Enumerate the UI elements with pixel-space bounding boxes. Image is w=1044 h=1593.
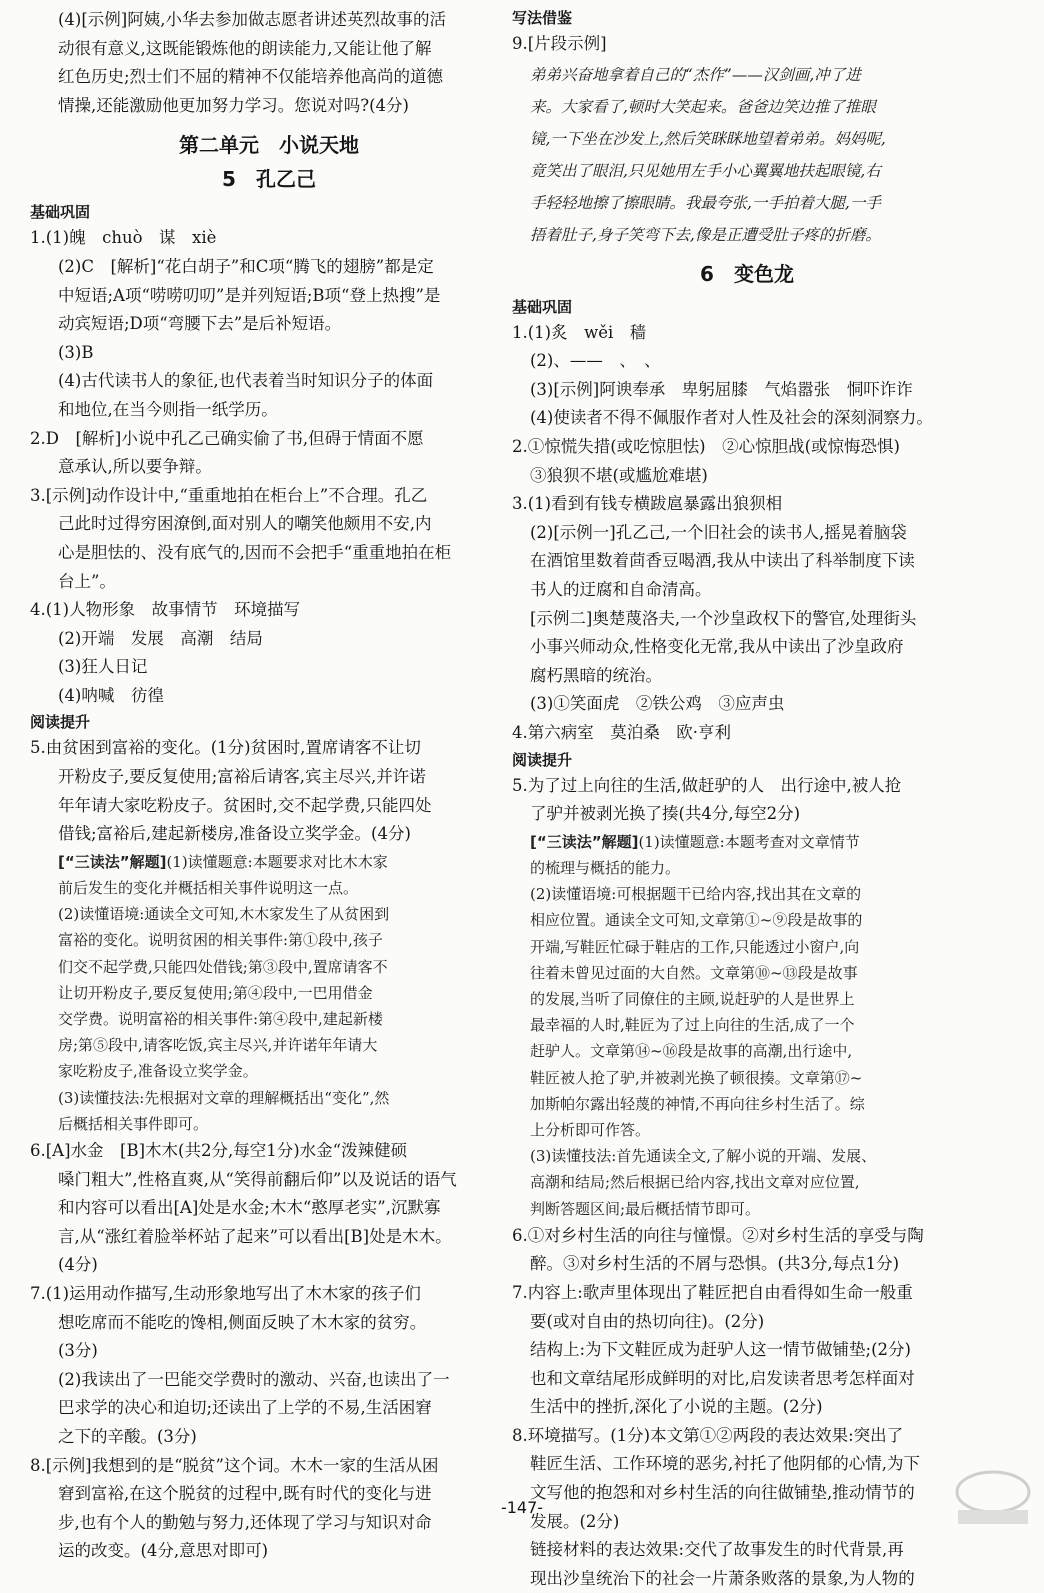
text-line: 5.由贫困到富裕的变化。(1分)贫困时,置席请客不让切 xyxy=(30,738,421,758)
text-line: 7.(1)运用动作描写,生动形象地写出了木木家的孩子们 xyxy=(30,1284,421,1304)
text-line: 嗓门粗大”,性格直爽,从“笑得前翻后仰”以及说话的语气 xyxy=(58,1169,457,1189)
text-line: 前后发生的变化并概括相关事件说明这一点。 xyxy=(58,879,359,898)
text-line: 文写他的抱怨和对乡村生活的向往做铺垫,推动情节的 xyxy=(530,1483,915,1503)
text-line: (2)、—— 、 、 xyxy=(530,351,661,371)
text-line: 己此时过得穷困潦倒,面对别人的嘲笑他颇用不安,内 xyxy=(58,514,432,534)
text-line: 中短语;A项“唠唠叨叨”是并列短语;B项“登上热搜”是 xyxy=(58,285,441,305)
right-column xyxy=(512,6,982,1593)
text-line: 鞋匠被人抢了驴,并被剥光换了顿很揍。文章第⑰~ xyxy=(530,1068,863,1087)
text-line: (3)[示例]阿谀奉承 卑躬屈膝 气焰嚣张 恫吓诈诈 xyxy=(530,379,913,399)
text-line: 8.环境描写。(1分)本文第①②两段的表达效果:突出了 xyxy=(512,1425,904,1445)
section-label-basic: 基础巩固 xyxy=(512,297,573,316)
text-line: 往着未曾见过面的大自然。文章第⑩~⑬段是故事 xyxy=(530,963,858,982)
text-line: 相应位置。通读全文可知,文章第①~⑨段是故事的 xyxy=(530,911,863,930)
text-line: 高潮和结局;然后根据已给内容,找出文章对应位置, xyxy=(530,1173,860,1192)
text-line: 捂着肚子,身子笑弯下去,像是正遭受肚子疼的折磨。 xyxy=(530,225,881,244)
text-line: 腐朽黑暗的统治。 xyxy=(530,665,662,685)
text-line: 和地位,在当今则指一纸学历。 xyxy=(58,399,278,419)
text-line: 后概括相关事件即可。 xyxy=(58,1114,209,1133)
text-line: 弟弟兴奋地拿着自己的“杰作”——汉剑画,冲了进 xyxy=(530,65,861,84)
text-line: 手轻轻地擦了擦眼睛。我最夸张,一手拍着大腿,一手 xyxy=(530,193,881,212)
text-line: (4)呐喊 彷徨 xyxy=(58,685,164,705)
text-line: 在酒馆里数着茴香豆喝酒,我从中读出了科举制度下读 xyxy=(530,551,915,571)
text-line: 了驴并被剥光换了揍(共4分,每空2分) xyxy=(530,804,801,824)
text-line: 要(或对自由的热切向往)。(2分) xyxy=(530,1311,765,1331)
text-line: 心是胆怯的、没有底气的,因而不会把手“重重地拍在柜 xyxy=(58,542,452,562)
section-label-reading: 阅读提升 xyxy=(30,713,91,732)
basic-answers xyxy=(512,319,982,748)
text-line: 3.(1)看到有钱专横跋扈暴露出狼狈相 xyxy=(512,494,783,514)
text-line: (2)我读出了一巴能交学费时的激动、兴奋,也读出了一 xyxy=(58,1369,450,1389)
text-line: 来。大家看了,顿时大笑起来。爸爸边笑边推了推眼 xyxy=(530,97,876,116)
text-line: 房;第⑤段中,请客吃饭,宾主尽兴,并许诺年年请大 xyxy=(58,1036,378,1055)
left-column xyxy=(30,6,508,1566)
text-line: 鞋匠生活、工作环境的恶劣,衬托了他阴郁的心情,为下 xyxy=(530,1454,920,1474)
text-line: 竟笑出了眼泪,只见她用左手小心翼翼地扶起眼镜,右 xyxy=(530,161,881,180)
text-line: 1.(1)炙 wěi 穑 xyxy=(512,322,647,342)
text-line: [示例二]奥楚蔑洛夫,一个沙皇政权下的警官,处理街头 xyxy=(530,608,917,628)
text-line: (3)读懂技法:首先通读全文,了解小说的开端、发展、 xyxy=(530,1147,877,1166)
q9-label: 9.[片段示例] xyxy=(512,34,607,53)
text-line: 2.D [解析]小说中孔乙己确实偷了书,但碍于情面不愿 xyxy=(30,428,424,448)
text-line: 们交不起学费,只能四处借钱;第③段中,置席请客不 xyxy=(58,957,388,976)
handwritten-sample xyxy=(512,59,982,251)
text-line: 赶驴人。文章第⑭~⑯段是故事的高潮,出行途中, xyxy=(530,1042,853,1061)
text-line: 让切开粉皮子,要反复使用;第④段中,一巴用借金 xyxy=(58,983,373,1002)
basic-answers xyxy=(30,224,508,710)
reading-answers-6-8 xyxy=(512,1222,982,1593)
text-line: 小事兴师动众,性格变化无常,我从中读出了沙皇政府 xyxy=(530,637,904,657)
text-line: (2)读懂语境:可根据题干已给内容,找出其在文章的 xyxy=(530,885,862,904)
text-line: 步,也有个人的勤勉与努力,还体现了学习与知识对命 xyxy=(58,1512,432,1532)
watermark-icon xyxy=(952,1468,1034,1528)
text-line: 台上”。 xyxy=(58,571,116,591)
text-line: 交学费。说明富裕的相关事件:第④段中,建起新楼 xyxy=(58,1010,383,1029)
text-line: (4)古代读书人的象征,也代表着当时知识分子的体面 xyxy=(58,371,434,391)
watermark-logo xyxy=(952,1468,1034,1528)
text-line: 2.①惊慌失措(或吃惊胆怯) ②心惊胆战(或惊悔恐惧) xyxy=(512,436,900,456)
text-line: 想吃席而不能吃的馋相,侧面反映了木木家的贫穷。 xyxy=(58,1312,427,1332)
text-line: (3)读懂技法:先根据对文章的理解概括出“变化”,然 xyxy=(58,1088,390,1107)
text-line: 开端,写鞋匠忙碌于鞋店的工作,只能透过小窗户,向 xyxy=(530,937,860,956)
page-number: -147- xyxy=(500,1498,544,1517)
text-line: 4.第六病室 莫泊桑 欧·亨利 xyxy=(512,722,731,742)
text-line: (4分) xyxy=(58,1255,98,1275)
text-line: (2)开端 发展 高潮 结局 xyxy=(58,628,263,648)
analysis-first-line: (1)读懂题意:本题要求对比木木家 xyxy=(166,852,388,871)
text-line: 也和文章结尾形成鲜明的对比,启发读者思考怎样面对 xyxy=(530,1368,915,1388)
text-line: 最幸福的人时,鞋匠为了过上向往的生活,成了一个 xyxy=(530,1016,855,1035)
analysis-tag: [“三读法”解题] xyxy=(530,832,639,851)
prev-answer-continued xyxy=(30,6,508,120)
text-line: (2)读懂语境:通读全文可知,木木家发生了从贫困到 xyxy=(58,905,390,924)
text-line: 家吃粉皮子,准备设立奖学金。 xyxy=(58,1062,258,1081)
text-line: 加斯帕尔露出轻蔑的神情,不再向往乡村生活了。综 xyxy=(530,1094,865,1113)
text-line: 言,从“涨红着脸举杯站了起来”可以看出[B]处是木木。 xyxy=(58,1226,452,1246)
text-line: 的发展,当听了同僚住的主顾,说赶驴的人是世界上 xyxy=(530,989,855,1008)
unit-title: 第二单元 小说天地 xyxy=(179,133,359,158)
analysis-first-line: (1)读懂题意:本题考查对文章情节 xyxy=(638,832,860,851)
text-line: 红色历史;烈士们不屈的精神不仅能培养他高尚的道德 xyxy=(58,67,444,87)
text-line: 窘到富裕,在这个脱贫的过程中,既有时代的变化与进 xyxy=(58,1484,432,1504)
text-line: (2)C [解析]“花白胡子”和C项“腾飞的翅膀”都是定 xyxy=(58,256,434,276)
text-line: (3分) xyxy=(58,1341,98,1361)
reading-answer-5 xyxy=(30,734,508,848)
text-line: 运的改变。(4分,意思对即可) xyxy=(58,1541,269,1561)
text-line: 4.(1)人物形象 故事情节 环境描写 xyxy=(30,600,301,620)
text-line: ③狼狈不堪(或尴尬难堪) xyxy=(530,465,708,485)
text-line: 8.[示例]我想到的是“脱贫”这个词。木木一家的生活从困 xyxy=(30,1455,439,1475)
text-line: 动宾短语;D项“弯腰下去”是后补短语。 xyxy=(58,314,342,334)
text-line: 7.内容上:歌声里体现出了鞋匠把自由看得如生命一般重 xyxy=(512,1282,913,1302)
text-line: 链接材料的表达效果:交代了故事发生的时代背景,再 xyxy=(530,1540,904,1560)
text-line: 和内容可以看出[A]处是水金;木木“憨厚老实”,沉默寡 xyxy=(58,1198,441,1218)
text-line: (3)狂人日记 xyxy=(58,657,148,677)
text-line: 书人的迂腐和自命清高。 xyxy=(530,579,712,599)
text-line: 年年请大家吃粉皮子。贫困时,交不起学费,只能四处 xyxy=(58,795,432,815)
text-line: 结构上:为下文鞋匠成为赶驴人这一情节做铺垫;(2分) xyxy=(530,1340,911,1360)
text-line: (2)[示例一]孔乙己,一个旧社会的读书人,摇晃着脑袋 xyxy=(530,522,907,542)
section-label-writing: 写法借鉴 xyxy=(512,9,573,27)
analysis-block xyxy=(30,849,508,1137)
text-line: 3.[示例]动作设计中,“重重地拍在柜台上”不合理。孔乙 xyxy=(30,485,428,505)
text-line: 富裕的变化。说明贫困的相关事件:第①段中,孩子 xyxy=(58,931,383,950)
text-line: 的梳理与概括的能力。 xyxy=(530,858,681,877)
text-line: (3)①笑面虎 ②铁公鸡 ③应声虫 xyxy=(530,694,785,714)
analysis-tag: [“三读法”解题] xyxy=(58,852,167,871)
section-label-reading: 阅读提升 xyxy=(512,750,573,769)
text-line: 动很有意义,这既能锻炼他的朗读能力,又能让他了解 xyxy=(58,38,432,58)
text-line: 巴求学的决心和迫切;还读出了上学的不易,生活困窘 xyxy=(58,1398,432,1418)
text-line: (4)使读者不得不佩服作者对人性及社会的深刻洞察力。 xyxy=(530,408,933,428)
section-label-basic: 基础巩固 xyxy=(30,203,91,222)
text-line: 情操,还能激励他更加努力学习。您说对吗?(4分) xyxy=(58,95,409,115)
text-line: 上分析即可作答。 xyxy=(530,1120,651,1139)
text-line: 生活中的挫折,深化了小说的主题。(2分) xyxy=(530,1397,823,1417)
text-line: 5.为了过上向往的生活,做赶驴的人 出行途中,被人抢 xyxy=(512,775,902,795)
text-line: 发展。(2分) xyxy=(530,1511,620,1531)
lesson-title: 5 孔乙己 xyxy=(222,167,316,192)
text-line: (3)B xyxy=(58,342,94,362)
analysis-block xyxy=(512,829,982,1222)
text-line: 镜,一下坐在沙发上,然后笑眯眯地望着弟弟。妈妈呢, xyxy=(530,129,886,148)
lesson-title: 6 变色龙 xyxy=(700,261,794,286)
text-line: 现出沙皇统治下的社会一片萧条败落的景象,为人物的 xyxy=(530,1568,915,1588)
text-line: 意承认,所以要争辩。 xyxy=(58,457,212,477)
text-line: 开粉皮子,要反复使用;富裕后请客,宾主尽兴,并许诺 xyxy=(58,767,426,787)
text-line: 6.[A]水金 [B]木木(共2分,每空1分)水金“泼辣健硕 xyxy=(30,1141,408,1161)
reading-answer-5 xyxy=(512,772,982,829)
text-line: 之下的辛酸。(3分) xyxy=(58,1427,197,1447)
text-line: (4)[示例]阿姨,小华去参加做志愿者讲述英烈故事的活 xyxy=(58,10,446,29)
text-line: 6.①对乡村生活的向往与憧憬。②对乡村生活的享受与陶 xyxy=(512,1225,924,1245)
text-line: 醉。③对乡村生活的不屑与恐惧。(共3分,每点1分) xyxy=(530,1254,900,1274)
text-line: 判断答题区间;最后概括情节即可。 xyxy=(530,1199,761,1218)
text-line: 借钱;富裕后,建起新楼房,准备设立奖学金。(4分) xyxy=(58,824,411,844)
text-line: 1.(1)魄 chuò 谋 xiè xyxy=(30,228,217,248)
